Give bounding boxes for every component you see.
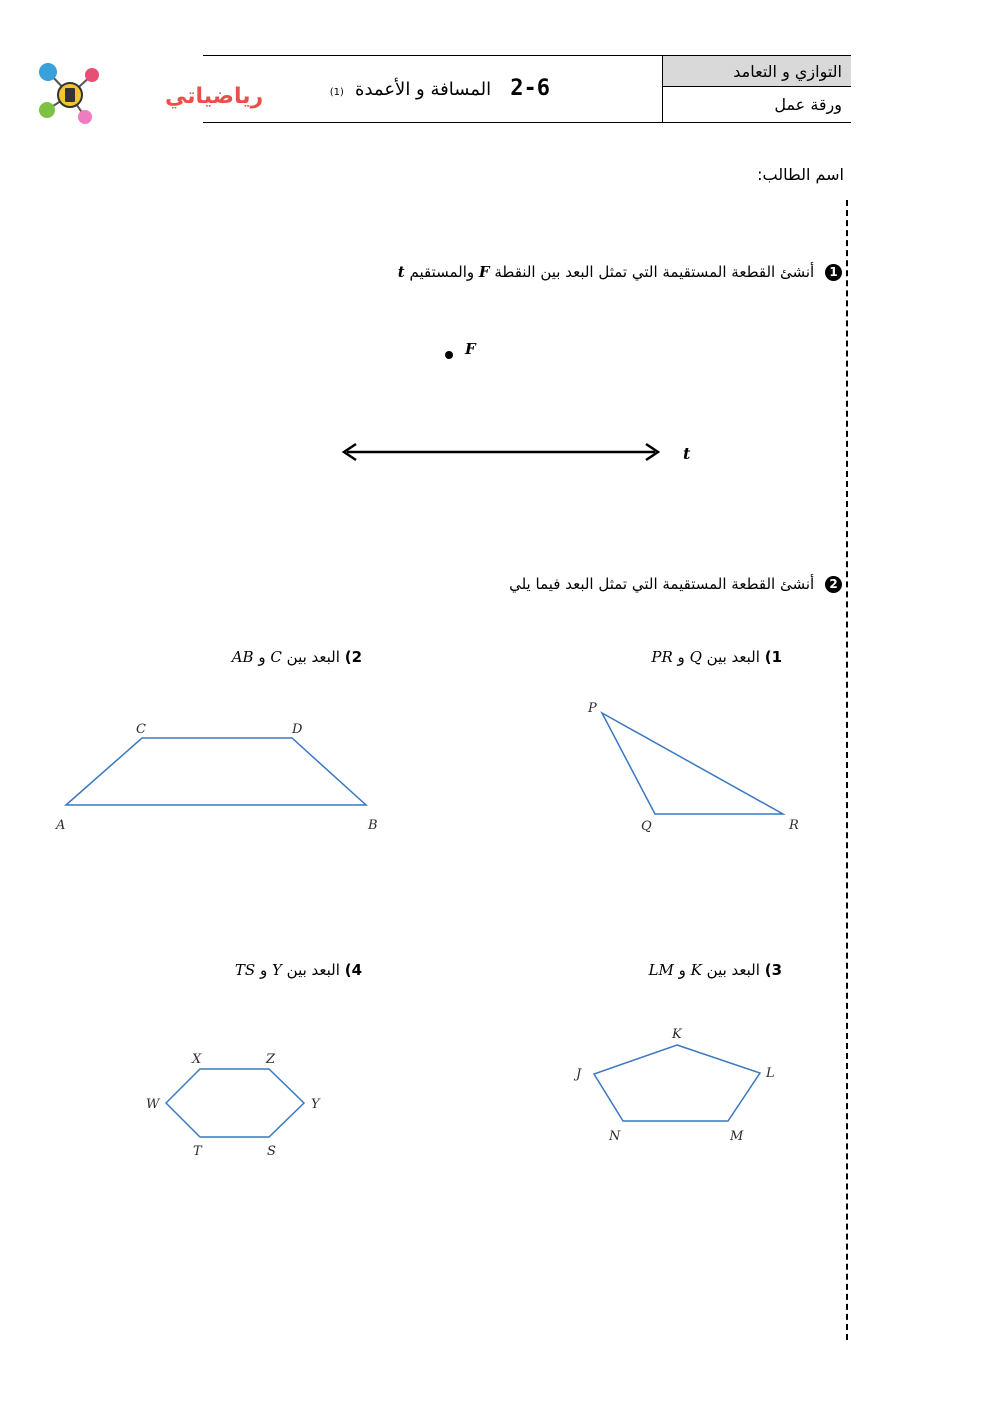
label-y: Y (311, 1097, 320, 1112)
hexagon-wxzyst (166, 1069, 304, 1137)
question-1-number: 1 (825, 264, 842, 281)
sub-question-2-number: 2) (344, 648, 362, 666)
label-r: R (789, 818, 799, 833)
sub-question-3-prefix: البعد بين (706, 961, 760, 979)
sub-question-3-number: 3) (764, 961, 782, 979)
sub-question-1-and: و (677, 648, 685, 666)
sub-question-1-segment: PR (651, 648, 673, 666)
label-j: J (576, 1067, 582, 1082)
sub-question-4-number: 4) (344, 961, 362, 979)
label-a: A (56, 818, 66, 833)
label-k: K (672, 1027, 682, 1042)
label-q: Q (641, 819, 652, 834)
sub-question-2-prefix: البعد بين (286, 648, 340, 666)
label-t: T (193, 1144, 202, 1159)
worksheet-type: ورقة عمل (774, 95, 842, 114)
lesson-part: (1) (329, 87, 344, 98)
sub-question-3-point: K (690, 961, 702, 979)
sub-question-3-segment: LM (648, 961, 674, 979)
lesson-number: 2-6 (510, 76, 550, 101)
line-t-label: t (683, 444, 691, 463)
label-n: N (609, 1129, 621, 1144)
sub-question-4-prefix: البعد بين (286, 961, 340, 979)
student-name-label: اسم الطالب: (757, 165, 844, 184)
label-d: D (292, 722, 303, 737)
label-c: C (136, 722, 146, 737)
sub-question-2-segment: AB (231, 648, 254, 666)
trapezoid-abdc (66, 738, 366, 805)
sub-question-1-prefix: البعد بين (706, 648, 760, 666)
label-x: X (192, 1052, 202, 1067)
sub-question-4-segment: TS (234, 961, 256, 979)
question-1-text-mid: والمستقيم (409, 263, 475, 281)
logo-text: رياضياتي (165, 84, 264, 109)
label-w: W (146, 1097, 160, 1112)
sub-question-2-and: و (258, 648, 266, 666)
question-2-number: 2 (825, 576, 842, 593)
label-p: P (588, 701, 597, 716)
question-1-point: F (478, 263, 490, 281)
question-1-line: t (397, 263, 405, 281)
sub-question-4-and: و (259, 961, 268, 979)
sub-question-2-point: C (270, 648, 282, 666)
label-z: Z (266, 1052, 276, 1067)
unit-title: التوازي و التعامد (733, 62, 842, 81)
label-s: S (267, 1144, 276, 1159)
triangle-pqr (602, 713, 783, 814)
sub-question-1-point: Q (689, 648, 702, 666)
lesson-name: المسافة و الأعمدة (355, 79, 492, 100)
label-l: L (766, 1066, 775, 1081)
pentagon-jklmn (594, 1045, 760, 1121)
point-f-label: F (465, 340, 476, 358)
sub-question-4-point: Y (271, 961, 282, 979)
sub-question-1-number: 1) (764, 648, 782, 666)
label-b: B (368, 818, 378, 833)
question-2-text: أنشئ القطعة المستقيمة التي تمثل البعد فيما يلي (509, 575, 815, 593)
sub-question-3-and: و (678, 961, 686, 979)
question-1-text-before: أنشئ القطعة المستقيمة التي تمثل البعد بين النقطة (494, 263, 815, 281)
label-m: M (730, 1129, 744, 1144)
